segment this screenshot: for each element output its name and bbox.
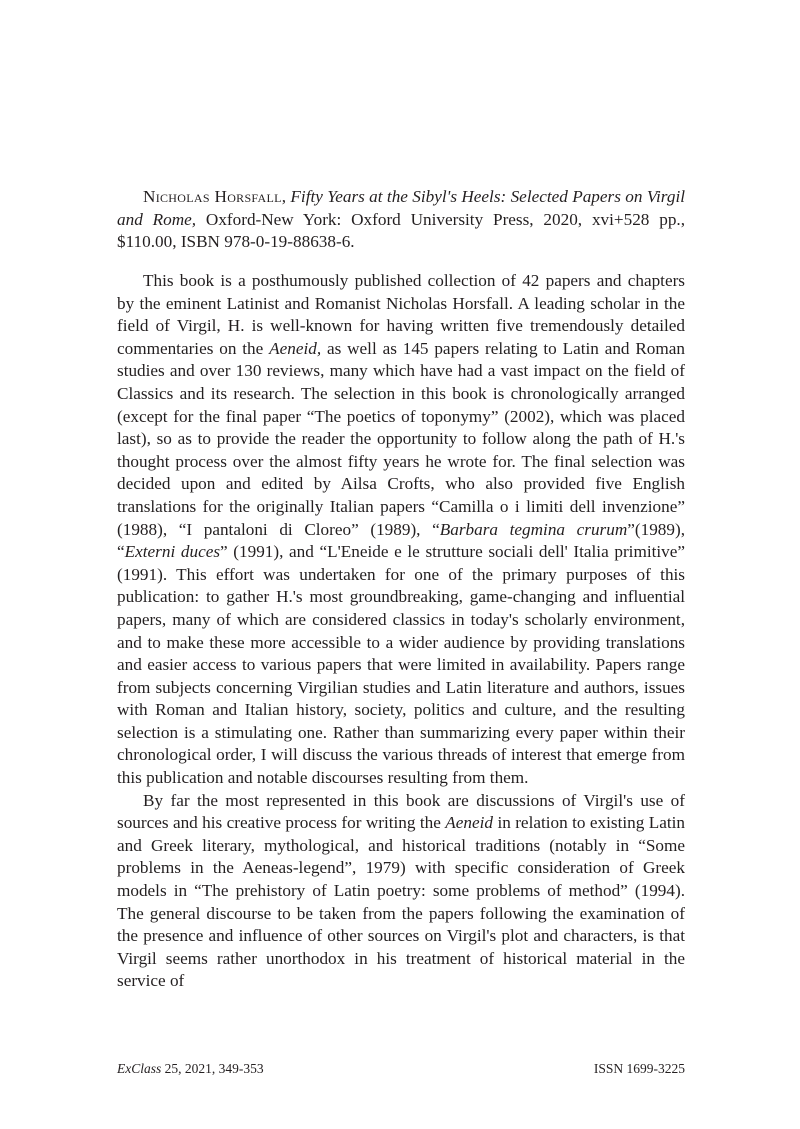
paragraph-1 [117, 270, 685, 790]
italic-run: Aeneid [445, 813, 494, 833]
citation-author: Nicholas Horsfall [143, 187, 282, 206]
page [117, 0, 685, 1129]
citation-details: Oxford-New York: Oxford University Press, 2020, xvi+528 pp., $110.00, ISBN 978-0-19-88638-6. [117, 209, 686, 252]
text-run: This book is a posthumously published collection of 42 papers and chapters by the eminent Latinist and Romanist Nicholas Horsfall. A leading scholar in the field of Virgil, H. is well-known for having written five tremendously detailed commentaries on the [117, 271, 685, 358]
issn: ISSN 1699-3225 [593, 1061, 685, 1076]
book-title: Fifty Years at the Sibyl's Heels: Selected Papers on Virgil and Rome, [117, 187, 686, 229]
journal-reference [117, 1061, 264, 1077]
italic-run: Barbara tegmina crurum [439, 519, 628, 539]
text-run: as well as 145 papers relating to Latin and Roman studies and over 130 reviews, many which have had a vast impact on the field of Classics and its research. The selection in this book is chronologically arranged (except for the final paper “The poetics of toponymy” (2002), which was placed last), so as to provide the reader the opportunity to follow along the path of H.'s thought process over the almost fifty years he wrote for. The final selection was decided upon and edited by Ailsa Crofts, who also provided five English translations for the originally Italian papers “Camilla o i limiti dell invenzione” (1988), “I pantaloni di Cloreo” (1989), “ [117, 338, 685, 539]
text-run: in relation to existing Latin and Greek literary, mythological, and historical traditions (notably in “Some problems in the Aeneas-legend”, 1979) with specific consideration of Greek models in “The prehistory of Latin poetry: some problems of method” (1994). The general discourse to be taken from the papers following the examination of the presence and influence of other sources on Virgil's plot and characters, is that Virgil seems rather unorthodox in his treatment of historical material in the service of [117, 813, 685, 991]
journal-volume: 25, 2021, 349-353 [161, 1061, 264, 1076]
text-run: ” (1991), and “L'Eneide e le strutture sociali dell' Italia primitive” (1991). This effort was undertaken for one of the primary purposes of this publication: to gather H.'s most groundbreaking, game-changing and influential papers, many of which are considered classics in today's scholarly environment, and to make these more accessible to a wider audience by providing translations and easier access to various papers that were limited in availability. Papers range from subjects concerning Virgilian studies and Latin literature and authors, issues with Roman and Italian history, society, politics and culture, and the resulting selection is a stimulating one. Rather than summarizing every paper within their chronological order, I will discuss the various threads of interest that emerge from this publication and notable discourses resulting from them. [117, 542, 685, 788]
italic-run: Aeneid, [269, 338, 322, 358]
page-footer [117, 1061, 685, 1077]
journal-name: ExClass [117, 1061, 162, 1076]
italic-run: Externi duces [124, 542, 221, 562]
paragraph-2 [117, 790, 685, 993]
review-body [117, 270, 685, 993]
citation [117, 186, 685, 254]
citation-separator: , [281, 187, 291, 206]
text-run: By far the most represented in this book are discussions of Virgil's use of sources and his creative process for writing the [117, 790, 685, 833]
text-run: ”(1989), “ [117, 519, 685, 562]
